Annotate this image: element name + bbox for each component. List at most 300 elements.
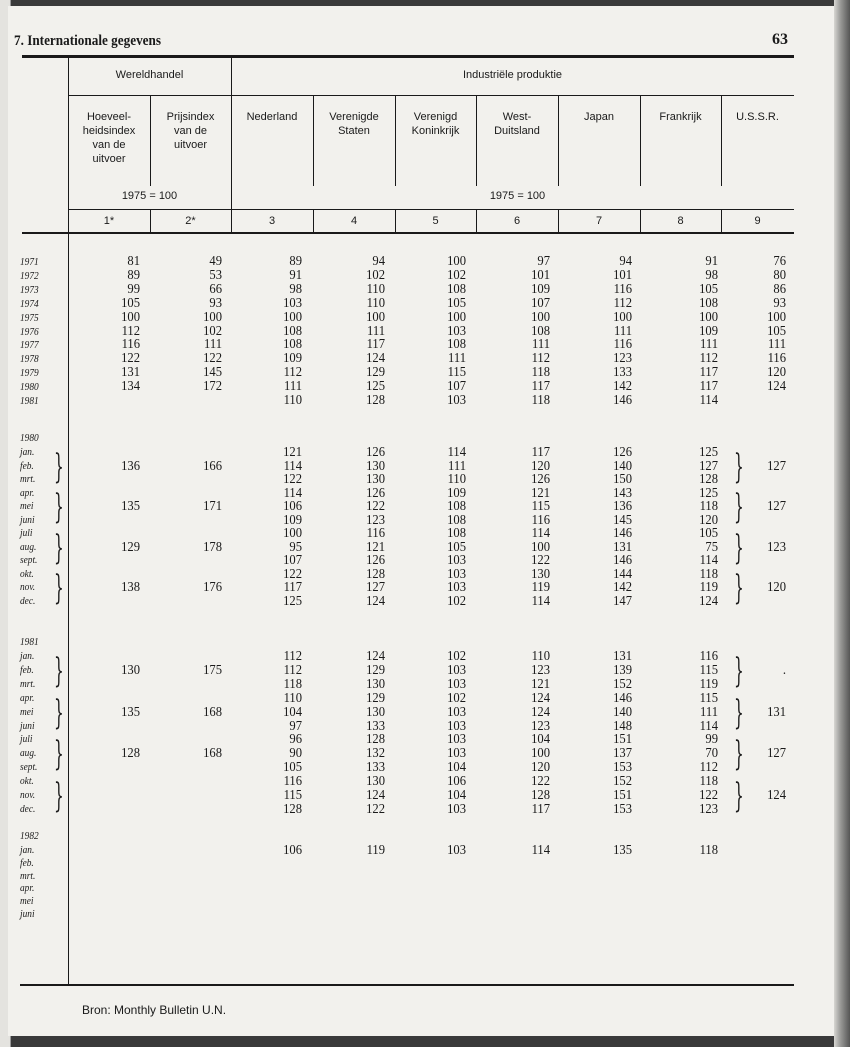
table-cell: 152 <box>613 774 632 790</box>
table-cell: 137 <box>613 746 632 762</box>
table-cell: 146 <box>613 553 632 568</box>
table-cell: 146 <box>613 690 632 706</box>
column-header: Hoeveel- heidsindex van de uitvoer <box>82 111 136 165</box>
table-cell: 103 <box>283 295 302 311</box>
table-cell: 123 <box>699 801 718 817</box>
brace-quarter: } <box>733 527 744 568</box>
table-cell: 91 <box>289 267 302 283</box>
row-label-month: juni <box>20 908 35 920</box>
table-cell: 131 <box>767 704 786 720</box>
table-cell: 111 <box>367 323 385 339</box>
table-cell: 111 <box>284 379 302 395</box>
table-cell: 103 <box>447 566 466 582</box>
row-label-month: dec. <box>20 594 36 607</box>
table-cell: 116 <box>699 649 718 664</box>
table-cell: 103 <box>447 732 466 748</box>
table-cell: 117 <box>531 801 550 817</box>
table-cell: 120 <box>699 512 718 528</box>
table-cell: 127 <box>767 746 786 762</box>
table-cell: 117 <box>699 365 718 381</box>
table-cell: 112 <box>283 365 302 381</box>
top-rule <box>22 55 794 58</box>
table-cell: 102 <box>366 267 385 283</box>
table-cell: 109 <box>447 485 466 501</box>
number-row-rule <box>68 209 794 210</box>
column-number: 1* <box>103 215 115 227</box>
row-label-year: 1981 <box>20 636 39 648</box>
row-label-month: juni <box>20 719 35 732</box>
table-cell: 49 <box>209 254 222 269</box>
table-cell: 136 <box>121 458 140 474</box>
table-cell: 126 <box>366 485 385 501</box>
column-header: Verenigde Staten <box>329 111 379 137</box>
table-cell: 110 <box>283 393 302 408</box>
table-cell: 105 <box>699 526 718 541</box>
table-cell: 124 <box>531 704 550 720</box>
table-cell: 136 <box>613 499 632 514</box>
group-divider <box>231 57 232 233</box>
brace-left-group: } <box>53 446 64 487</box>
table-cell: 108 <box>699 295 718 311</box>
table-cell: 152 <box>613 676 632 692</box>
table-cell: 121 <box>531 485 550 501</box>
table-cell: 128 <box>121 746 140 762</box>
table-cell: 135 <box>121 704 140 720</box>
row-label-year: 1980 <box>20 381 39 394</box>
table-cell: 89 <box>289 254 302 269</box>
table-cell: 121 <box>283 445 302 460</box>
table-cell: 125 <box>699 445 718 460</box>
table-cell: 114 <box>447 445 466 460</box>
row-label-year: 1978 <box>20 353 39 366</box>
row-label-month: mei <box>20 895 34 908</box>
table-cell: 110 <box>531 649 550 664</box>
table-cell: 127 <box>366 580 385 595</box>
column-number: 8 <box>677 215 684 227</box>
table-cell: 104 <box>447 788 466 803</box>
table-cell: 110 <box>366 295 385 311</box>
table-cell: 105 <box>447 295 466 311</box>
table-cell: 115 <box>699 690 718 706</box>
table-cell: 139 <box>613 662 632 678</box>
column-number: 2* <box>185 215 196 227</box>
row-label-month: nov. <box>20 789 36 801</box>
table-cell: 108 <box>447 337 466 353</box>
table-cell: 70 <box>705 746 718 762</box>
table-cell: 146 <box>613 526 632 541</box>
table-cell: 132 <box>366 746 385 762</box>
table-cell: 97 <box>537 254 550 269</box>
table-cell: 103 <box>447 801 466 817</box>
row-label-month: feb. <box>20 459 34 472</box>
table-cell: 100 <box>283 526 302 541</box>
row-label-month: apr. <box>20 691 35 704</box>
table-cell: 118 <box>699 499 718 514</box>
table-cell: 93 <box>773 295 786 311</box>
table-cell: 107 <box>447 379 466 395</box>
table-cell: 128 <box>283 801 302 817</box>
row-label-month: dec. <box>20 802 36 815</box>
table-cell: 108 <box>447 281 466 297</box>
row-label-year: 1982 <box>20 830 39 842</box>
table-cell: 131 <box>121 365 140 381</box>
table-cell: 168 <box>203 746 222 762</box>
table-cell: 110 <box>366 281 385 297</box>
table-cell: 124 <box>366 593 385 609</box>
table-cell: 111 <box>204 337 222 353</box>
table-cell: 122 <box>283 566 302 582</box>
table-cell: 100 <box>531 746 550 762</box>
brace-quarter: } <box>733 776 744 816</box>
table-cell: 119 <box>531 580 550 595</box>
row-label-month: mrt. <box>20 869 36 882</box>
table-cell: 134 <box>121 379 140 395</box>
table-cell: 120 <box>767 365 786 381</box>
table-cell: 125 <box>366 379 385 395</box>
table-cell: 66 <box>209 281 222 297</box>
row-label-month: feb. <box>20 856 34 869</box>
table-cell: 130 <box>366 704 385 720</box>
table-cell: 126 <box>366 445 385 460</box>
table-cell: 116 <box>366 526 385 541</box>
table-cell: 153 <box>613 801 632 817</box>
table-cell: 105 <box>767 323 786 339</box>
table-cell: 124 <box>366 351 385 367</box>
table-cell: 117 <box>699 379 718 395</box>
row-label-month: aug. <box>20 747 37 760</box>
table-cell: 128 <box>366 732 385 748</box>
table-cell: 101 <box>613 267 632 283</box>
table-cell: 115 <box>699 662 718 678</box>
page-number: 63 <box>772 31 788 48</box>
table-cell: 124 <box>699 593 718 609</box>
group-header-industrial: Industriële produktie <box>462 69 563 81</box>
table-cell: 101 <box>531 267 550 283</box>
column-header: Verenigd Koninkrijk <box>411 111 460 137</box>
table-cell: 89 <box>127 267 140 283</box>
table-cell: 108 <box>283 323 302 339</box>
table-cell: 126 <box>366 553 385 568</box>
brace-left-group: } <box>53 487 64 527</box>
table-cell: 112 <box>699 760 718 776</box>
table-cell: 130 <box>366 458 385 474</box>
table-cell: 100 <box>203 309 222 325</box>
brace-left-group: } <box>53 527 64 568</box>
group-rule <box>68 95 794 96</box>
table-cell: 115 <box>447 365 466 381</box>
table-cell: 75 <box>705 539 718 555</box>
table-cell: 117 <box>366 337 385 353</box>
table-cell: 145 <box>203 365 222 381</box>
table-cell: 120 <box>767 580 786 595</box>
table-cell: 107 <box>283 553 302 568</box>
table-cell: 102 <box>447 690 466 706</box>
table-cell: 111 <box>700 704 718 720</box>
brace-quarter: } <box>733 568 744 608</box>
table-cell: 153 <box>613 760 632 776</box>
table-cell: 103 <box>447 323 466 339</box>
table-cell: 91 <box>705 254 718 269</box>
base-year-left: 1975 = 100 <box>121 190 178 202</box>
table-cell: 109 <box>699 323 718 339</box>
table-cell: 103 <box>447 662 466 678</box>
row-label-month: mrt. <box>20 473 36 485</box>
table-cell: 114 <box>283 485 302 501</box>
column-header: Japan <box>584 111 614 123</box>
table-cell: 114 <box>531 593 550 609</box>
row-label-month: mei <box>20 500 34 512</box>
table-cell: 112 <box>283 649 302 664</box>
table-cell: 107 <box>531 295 550 311</box>
group-header-world-trade: Wereldhandel <box>115 69 184 81</box>
table-cell: 114 <box>531 843 550 858</box>
row-label-month: jan. <box>20 650 35 662</box>
row-label-month: apr. <box>20 486 35 499</box>
row-label-year: 1979 <box>20 367 39 380</box>
row-label-year: 1974 <box>20 297 39 310</box>
table-cell: 105 <box>283 760 302 776</box>
brace-quarter: } <box>733 650 744 691</box>
table-cell: 172 <box>203 379 222 395</box>
table-cell: 116 <box>531 512 550 528</box>
table-cell: 144 <box>613 566 632 582</box>
row-label-year: 1976 <box>20 325 39 338</box>
row-label-month: mei <box>20 705 34 718</box>
table-cell: 116 <box>613 337 632 353</box>
table-cell: 106 <box>447 774 466 790</box>
brace-quarter: } <box>733 487 744 527</box>
table-cell: 98 <box>289 281 302 297</box>
table-cell: 143 <box>613 485 632 501</box>
brace-left-group: } <box>53 568 64 608</box>
brace-left-group: } <box>53 776 64 816</box>
table-cell: 124 <box>531 690 550 706</box>
row-label-month: aug. <box>20 540 37 553</box>
table-cell: 100 <box>447 254 466 269</box>
row-label-month: juli <box>20 527 33 539</box>
table-cell: 128 <box>531 788 550 803</box>
table-cell: 80 <box>773 267 786 283</box>
table-cell: 94 <box>619 254 632 269</box>
column-number: 6 <box>513 215 521 227</box>
table-cell: 104 <box>447 760 466 776</box>
table-cell: 104 <box>283 704 302 720</box>
table-cell: 118 <box>699 774 718 790</box>
table-cell: 103 <box>447 393 466 408</box>
table-cell: 103 <box>447 553 466 568</box>
table-cell: 127 <box>767 458 786 474</box>
brace-quarter: } <box>733 734 744 775</box>
table-cell: 120 <box>531 760 550 776</box>
table-cell: 100 <box>366 309 385 325</box>
table-cell: 123 <box>531 718 550 734</box>
column-header: Prijsindex van de uitvoer <box>166 111 215 151</box>
row-label-year: 1980 <box>20 432 39 444</box>
table-cell: 116 <box>121 337 140 353</box>
table-cell: . <box>782 662 786 678</box>
table-cell: 122 <box>531 774 550 790</box>
row-label-year: 1972 <box>20 269 39 282</box>
table-cell: 110 <box>447 472 466 487</box>
table-cell: 109 <box>531 281 550 297</box>
table-cell: 145 <box>613 512 632 528</box>
table-cell: 133 <box>366 760 385 776</box>
table-cell: 108 <box>531 323 550 339</box>
table-cell: 97 <box>289 718 302 734</box>
table-cell: 109 <box>283 351 302 367</box>
column-number: 7 <box>595 215 603 227</box>
column-header: Frankrijk <box>659 111 702 123</box>
table-cell: 124 <box>366 788 385 803</box>
table-cell: 146 <box>613 393 632 408</box>
source-note: Bron: Monthly Bulletin U.N. <box>82 1003 227 1017</box>
table-cell: 103 <box>447 580 466 595</box>
table-cell: 102 <box>447 593 466 609</box>
brace-quarter: } <box>733 446 744 487</box>
table-cell: 142 <box>613 580 632 595</box>
row-label-month: sept. <box>20 761 38 774</box>
table-cell: 128 <box>366 566 385 582</box>
table-cell: 90 <box>289 746 302 762</box>
table-cell: 131 <box>613 539 632 555</box>
table-cell: 112 <box>283 662 302 678</box>
brace-left-group: } <box>53 734 64 775</box>
table-cell: 100 <box>121 309 140 325</box>
table-cell: 118 <box>699 843 718 858</box>
table-cell: 168 <box>203 704 222 720</box>
row-label-month: jan. <box>20 844 35 856</box>
row-label-month: apr. <box>20 882 35 895</box>
table-cell: 114 <box>699 553 718 568</box>
header-bottom-rule <box>22 232 794 234</box>
table-cell: 117 <box>531 379 550 395</box>
bottom-rule <box>20 984 794 986</box>
table-cell: 115 <box>531 499 550 514</box>
table-cell: 118 <box>531 393 550 408</box>
table-cell: 116 <box>767 351 786 367</box>
table-cell: 129 <box>366 690 385 706</box>
table-cell: 135 <box>613 843 632 858</box>
table-cell: 171 <box>203 499 222 514</box>
row-label-year: 1977 <box>20 339 39 352</box>
row-label-month: mrt. <box>20 677 36 690</box>
table-cell: 114 <box>699 718 718 734</box>
row-label-month: sept. <box>20 554 38 566</box>
table-cell: 111 <box>700 337 718 353</box>
table-cell: 111 <box>614 323 632 339</box>
table-cell: 100 <box>531 309 550 325</box>
table-cell: 106 <box>283 843 302 858</box>
table-cell: 112 <box>699 351 718 367</box>
table-cell: 105 <box>121 295 140 311</box>
table-cell: 130 <box>366 676 385 692</box>
table-cell: 128 <box>366 393 385 408</box>
row-label-year: 1981 <box>20 395 39 407</box>
brace-left-group: } <box>53 692 64 733</box>
table-cell: 108 <box>447 512 466 528</box>
table-cell: 100 <box>531 539 550 555</box>
table-cell: 112 <box>531 351 550 367</box>
table-cell: 53 <box>209 267 222 283</box>
page-title: 7. Internationale gegevens <box>14 33 162 49</box>
table-cell: 104 <box>531 732 550 748</box>
table-cell: 122 <box>531 553 550 568</box>
column-number: 3 <box>268 215 276 227</box>
table-cell: 105 <box>447 539 466 555</box>
table-cell: 114 <box>699 393 718 408</box>
table-cell: 112 <box>121 323 140 339</box>
table-cell: 122 <box>121 351 140 367</box>
table-cell: 111 <box>532 337 550 353</box>
table-cell: 102 <box>203 323 222 339</box>
table-cell: 100 <box>613 309 632 325</box>
table-cell: 140 <box>613 704 632 720</box>
brace-left-group: } <box>53 650 64 691</box>
table-cell: 138 <box>121 580 140 595</box>
table-cell: 103 <box>447 704 466 720</box>
table-cell: 120 <box>531 458 550 474</box>
table-cell: 123 <box>531 662 550 678</box>
row-label-month: feb. <box>20 663 34 676</box>
table-cell: 126 <box>613 445 632 460</box>
table-cell: 108 <box>283 337 302 353</box>
table-cell: 81 <box>127 254 140 269</box>
table-cell: 123 <box>767 539 786 555</box>
table-cell: 111 <box>448 351 466 367</box>
column-number: 9 <box>754 215 761 227</box>
table-cell: 98 <box>705 267 718 283</box>
table-cell: 133 <box>366 718 385 734</box>
base-year-right: 1975 = 100 <box>489 190 546 202</box>
table-cell: 140 <box>613 458 632 474</box>
table-cell: 124 <box>767 788 786 803</box>
table-cell: 121 <box>531 676 550 692</box>
table-cell: 103 <box>447 746 466 762</box>
table-cell: 133 <box>613 365 632 381</box>
table-cell: 128 <box>699 472 718 487</box>
column-header: U.S.S.R. <box>736 111 779 123</box>
table-cell: 175 <box>203 662 222 678</box>
table-cell: 178 <box>203 539 222 555</box>
page-edge-right <box>834 0 850 1047</box>
table-cell: 109 <box>283 512 302 528</box>
table-cell: 117 <box>531 445 550 460</box>
table-cell: 118 <box>699 566 718 582</box>
row-label-month: okt. <box>20 567 34 580</box>
table-cell: 123 <box>613 351 632 367</box>
table-cell: 99 <box>127 281 140 297</box>
row-label-month: nov. <box>20 581 36 593</box>
table-cell: 119 <box>699 580 718 595</box>
table-cell: 86 <box>773 281 786 297</box>
table-cell: 102 <box>447 267 466 283</box>
table-cell: 112 <box>613 295 632 311</box>
table-cell: 119 <box>366 843 385 858</box>
table-cell: 129 <box>366 662 385 678</box>
table-cell: 124 <box>767 379 786 395</box>
table-cell: 100 <box>447 309 466 325</box>
table-cell: 127 <box>699 458 718 474</box>
column-number: 5 <box>432 215 439 227</box>
row-label-year: 1973 <box>20 283 39 296</box>
table-cell: 122 <box>366 801 385 817</box>
row-label-year: 1975 <box>20 311 39 324</box>
column-number: 4 <box>350 215 358 227</box>
table-cell: 122 <box>203 351 222 367</box>
table-cell: 100 <box>699 309 718 325</box>
table-cell: 130 <box>531 566 550 582</box>
table-cell: 142 <box>613 379 632 395</box>
